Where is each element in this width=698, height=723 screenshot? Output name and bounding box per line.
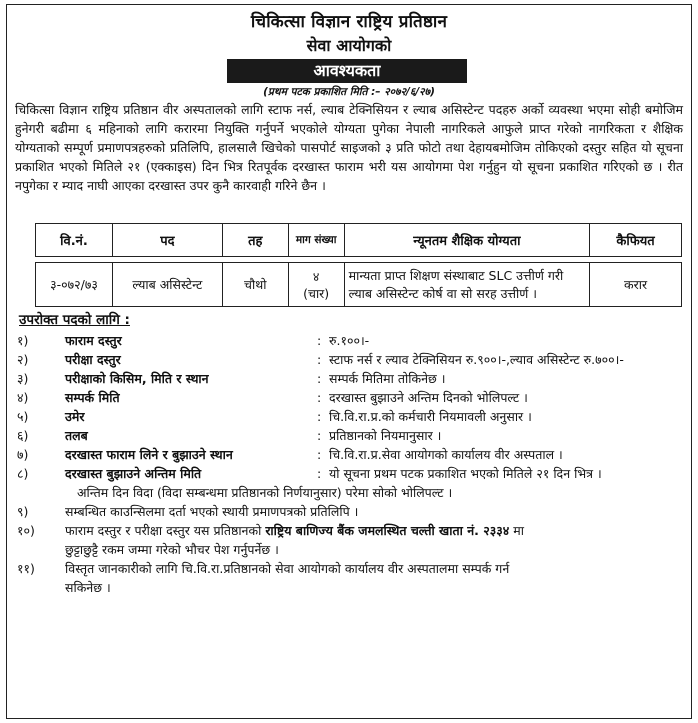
org-name: चिकित्सा विज्ञान राष्ट्रिय प्रतिष्ठान <box>250 12 448 32</box>
section-heading: उपरोक्त पदको लागि : <box>19 312 130 328</box>
item-value: चि.वि.रा.प्र.को कर्मचारी नियमावली अनुसार । <box>329 409 532 424</box>
commission-name: सेवा आयोगको <box>306 36 392 55</box>
item-value: चि.वि.रा.प्र.सेवा आयोगको कार्यालय वीर अस्पताल । <box>329 447 563 462</box>
list-item <box>17 407 687 426</box>
item-label: सम्पर्क मिति <box>65 390 120 405</box>
publish-date: (प्रथम पटक प्रकाशित मिति :– २०७२/६/२७) <box>263 86 435 98</box>
vacancy-table <box>35 223 682 307</box>
item-number: ६) <box>17 428 29 443</box>
item-text-before: फाराम दस्तुर र परीक्षा दस्तुर यस प्रतिष्ठानको <box>65 523 266 538</box>
item-value: यो सूचना प्रथम पटक प्रकाशित भएको मितिले २१ दिन भित्र । <box>329 466 602 481</box>
col-post: पद <box>112 224 222 257</box>
cell-serial: ३-०७२/७३ <box>36 263 113 307</box>
item-colon: : <box>317 428 322 443</box>
list-item <box>17 388 687 407</box>
col-level: तह <box>222 224 288 257</box>
demand-number: ४ <box>312 268 320 284</box>
table-header-row <box>36 224 682 257</box>
item-label: परीक्षा दस्तुर <box>65 352 121 367</box>
item-number: २) <box>17 352 29 367</box>
item-value: स्टाफ नर्स र ल्याव टेक्निसियन रु.९००।-,ल्याव असिस्टेन्ट रु.७००।- <box>329 352 624 367</box>
list-item <box>17 521 687 559</box>
conditions-list <box>17 331 687 597</box>
item-colon: : <box>317 371 322 386</box>
item-number: ७) <box>17 447 29 462</box>
cell-level: चौथो <box>222 263 288 307</box>
item-colon: : <box>317 409 322 424</box>
item-colon: : <box>317 352 322 367</box>
table-row <box>36 263 682 307</box>
item-number: ५) <box>17 409 29 424</box>
item-colon: : <box>317 390 322 405</box>
item-label: दरखास्त बुझाउने अन्तिम मिति <box>65 466 202 481</box>
item-colon: : <box>317 333 322 348</box>
item-value: प्रतिष्ठानको नियमानुसार । <box>329 428 442 443</box>
cell-post: ल्याब असिस्टेन्ट <box>112 263 222 307</box>
item-text-after: मा <box>509 523 524 538</box>
item-label: उमेर <box>65 409 85 424</box>
cell-remarks: करार <box>590 263 682 307</box>
list-item <box>17 369 687 388</box>
item-colon: : <box>317 466 322 481</box>
col-serial: वि.नं. <box>36 224 113 257</box>
item-number: ११) <box>17 561 35 576</box>
list-item <box>17 502 687 521</box>
item-continuation: छुट्टाछुट्टै रकम जम्मा गरेको भौचर पेश गर्नुपर्नेछ । <box>65 542 279 557</box>
item-text: सम्बन्धित काउन्सिलमा दर्ता भएको स्थायी प्रमाणपत्रको प्रतिलिपि । <box>65 504 359 519</box>
list-item <box>17 426 687 445</box>
item-colon: : <box>317 447 322 462</box>
notice-sheet <box>6 4 692 719</box>
demand-words: (चार) <box>303 285 330 301</box>
list-item <box>17 464 687 502</box>
item-value: सम्पर्क मितिमा तोकिनेछ । <box>329 371 446 386</box>
qualification-line-2: ल्याब असिस्टेन्ट कोर्ष वा सो सरह उत्तीर्ण । <box>348 285 538 301</box>
item-label: परीक्षाको किसिम, मिति र स्थान <box>65 371 209 386</box>
list-item <box>17 445 687 464</box>
item-text <box>65 521 687 540</box>
item-text: विस्तृत जानकारीको लागि चि.वि.रा.प्रतिष्ठानको सेवा आयोगको कार्यालय वीर अस्पतालमा सम्पर्क गर्न <box>65 561 510 576</box>
bank-account-text: राष्ट्रिय बाणिज्य बैंक जमलस्थित चल्ती खाता नं. २३३४ <box>265 523 510 538</box>
list-item <box>17 350 687 369</box>
item-value: रु.१००।- <box>329 333 370 348</box>
item-continuation: अन्तिम दिन विदा (विदा सम्बन्धमा प्रतिष्ठानको निर्णयानुसार) परेमा सोको भोलिपल्ट । <box>77 485 453 500</box>
col-remarks: कैफियत <box>590 224 682 257</box>
item-number: ८) <box>17 466 29 481</box>
item-number: ४) <box>17 390 29 405</box>
item-label: दरखास्त फाराम लिने र बुझाउने स्थान <box>65 447 233 462</box>
col-demand: माग संख्या <box>288 224 344 257</box>
item-number: ३) <box>17 371 29 386</box>
cell-qualification <box>344 263 589 307</box>
list-item <box>17 331 687 350</box>
item-number: १) <box>17 333 29 348</box>
intro-paragraph: चिकित्सा विज्ञान राष्ट्रिय प्रतिष्ठान वीर अस्पतालको लागि स्टाफ नर्स, ल्याब टेक्निसियन र ल्याब असिस्टेन्ट पदहरु अर्को व्यवस्था भएमा सोही बमोजिम हुनेगरी बढीमा ६ महिनाको लागि करारमा नियुक्ति गर्नुपर्ने भएकोले योग्यता पुगेका नेपाली नागरिकले आफुले प्राप्त गरेको नागरिकता र शैक्षिक योग्यताको सम्पूर्ण प्रमाणपत्रहरुको प्रतिलिपि, हालसालै खिचेको पासपोर्ट साइजको ३ प्रति फोटो तथा देहायबमोजिम तोकिएको दस्तुर सहित यो सूचना प्रकाशित भएको मितिले २१ (एक्काइस) दिन भित्र रितपूर्वक दरखास्त फाराम भरी यस आयोगमा पेश गर्नुहुन यो सूचना प्रकाशित गरिएको छ । रीत नपुगेका र म्याद नाघी आएका दरखास्त उपर कुनै कारवाही गरिने छैन । <box>15 102 683 193</box>
item-label: तलब <box>65 428 88 443</box>
qualification-line-1: मान्यता प्राप्त शिक्षण संस्थाबाट SLC उत्तीर्ण गरी <box>348 267 564 283</box>
cell-demand <box>288 263 344 307</box>
col-qualification: न्यूनतम शैक्षिक योग्यता <box>344 224 589 257</box>
item-label: फाराम दस्तुर <box>65 333 122 348</box>
item-value: दरखास्त बुझाउने अन्तिम दिनको भोलिपल्ट । <box>329 390 528 405</box>
item-number: १०) <box>17 523 35 538</box>
list-item <box>17 559 687 597</box>
notice-title: आवश्यकता <box>227 59 467 83</box>
item-number: ९) <box>17 504 29 519</box>
item-continuation: सकिनेछ । <box>65 580 111 595</box>
